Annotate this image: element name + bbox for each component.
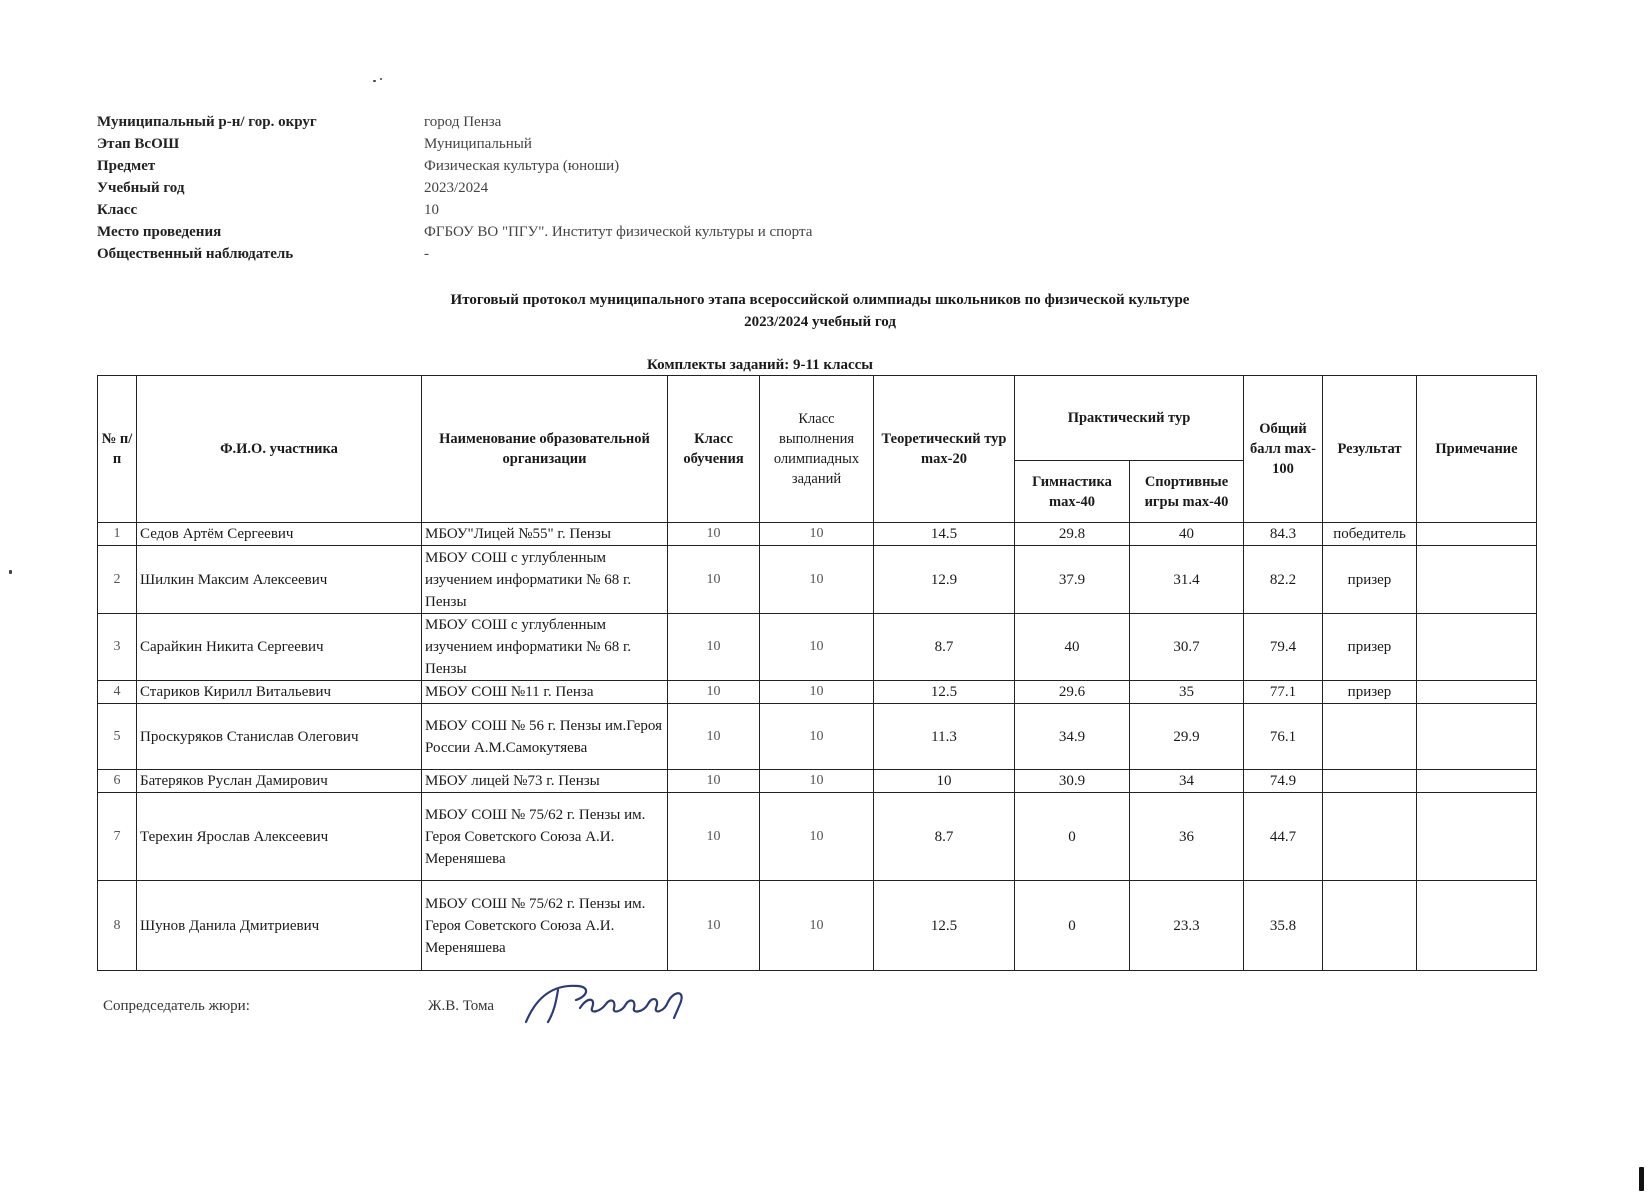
meta-list <box>97 114 812 268</box>
col-org-header: Наименование образовательной организации <box>422 376 668 523</box>
cell-organization: МБОУ СОШ №11 г. Пенза <box>422 681 668 704</box>
cell-result <box>1323 770 1417 793</box>
cell-theory-score: 11.3 <box>874 704 1015 770</box>
meta-row <box>97 158 812 180</box>
table-row <box>98 881 1537 971</box>
table-row <box>98 793 1537 881</box>
cell-theory-score: 8.7 <box>874 614 1015 681</box>
table-row <box>98 546 1537 614</box>
cell-result <box>1323 793 1417 881</box>
jury-chair-label: Сопредседатель жюри: <box>103 998 250 1014</box>
cell-games-score: 40 <box>1130 523 1244 546</box>
cell-note <box>1417 523 1537 546</box>
cell-games-score: 23.3 <box>1130 881 1244 971</box>
cell-games-score: 30.7 <box>1130 614 1244 681</box>
cell-gym-score: 29.8 <box>1015 523 1130 546</box>
cell-games-score: 36 <box>1130 793 1244 881</box>
cell-total-score: 82.2 <box>1244 546 1323 614</box>
cell-organization: МБОУ лицей №73 г. Пензы <box>422 770 668 793</box>
col-note-header: Примечание <box>1417 376 1537 523</box>
cell-num: 5 <box>98 704 137 770</box>
handwritten-signature <box>518 978 718 1028</box>
table-row <box>98 614 1537 681</box>
meta-row <box>97 180 812 202</box>
cell-grade: 10 <box>668 523 760 546</box>
cell-num: 7 <box>98 793 137 881</box>
cell-grade-exec: 10 <box>760 881 874 971</box>
col-practice-header: Практический тур <box>1015 376 1244 461</box>
document-meta <box>97 114 812 268</box>
cell-total-score: 84.3 <box>1244 523 1323 546</box>
meta-row <box>97 202 812 224</box>
cell-theory-score: 12.5 <box>874 881 1015 971</box>
cell-participant-name: Шунов Данила Дмитриевич <box>137 881 422 971</box>
cell-note <box>1417 793 1537 881</box>
col-games-header: Спортивные игры max-40 <box>1130 461 1244 523</box>
cell-result <box>1323 881 1417 971</box>
meta-value: Физическая культура (юноши) <box>424 158 620 174</box>
cell-gym-score: 29.6 <box>1015 681 1130 704</box>
meta-label: Учебный год <box>97 180 185 196</box>
cell-result: призер <box>1323 681 1417 704</box>
cell-note <box>1417 546 1537 614</box>
meta-label: Место проведения <box>97 224 222 240</box>
cell-grade-exec: 10 <box>760 681 874 704</box>
cell-games-score: 35 <box>1130 681 1244 704</box>
cell-num: 4 <box>98 681 137 704</box>
cell-participant-name: Сарайкин Никита Сергеевич <box>137 614 422 681</box>
cell-games-score: 29.9 <box>1130 704 1244 770</box>
cell-grade: 10 <box>668 681 760 704</box>
meta-value: ФГБОУ ВО "ПГУ". Институт физической культуры и спорта <box>424 224 813 240</box>
col-grade-header: Класс обучения <box>668 376 760 523</box>
cell-participant-name: Шилкин Максим Алексеевич <box>137 546 422 614</box>
table-row <box>98 681 1537 704</box>
meta-label: Муниципальный р-н/ гор. округ <box>97 114 317 130</box>
cell-organization: МБОУ СОШ с углубленным изучением информатики № 68 г. Пензы <box>422 546 668 614</box>
document-title <box>0 289 1640 333</box>
cell-total-score: 74.9 <box>1244 770 1323 793</box>
results-table <box>97 375 1537 971</box>
cell-note <box>1417 681 1537 704</box>
cell-organization: МБОУ СОШ № 56 г. Пензы им.Героя России А.М.Самокутяева <box>422 704 668 770</box>
cell-grade: 10 <box>668 704 760 770</box>
cell-total-score: 79.4 <box>1244 614 1323 681</box>
cell-theory-score: 14.5 <box>874 523 1015 546</box>
cell-grade: 10 <box>668 770 760 793</box>
title-line-2: 2023/2024 учебный год <box>744 314 896 330</box>
cell-num: 8 <box>98 881 137 971</box>
cell-participant-name: Стариков Кирилл Витальевич <box>137 681 422 704</box>
meta-label: Предмет <box>97 158 156 174</box>
meta-row <box>97 224 812 246</box>
col-total-header: Общий балл max-100 <box>1244 376 1323 523</box>
cell-gym-score: 37.9 <box>1015 546 1130 614</box>
cell-grade-exec: 10 <box>760 614 874 681</box>
meta-label: Этап ВсОШ <box>97 136 180 152</box>
table-row <box>98 770 1537 793</box>
cell-num: 3 <box>98 614 137 681</box>
cell-participant-name: Терехин Ярослав Алексеевич <box>137 793 422 881</box>
cell-grade: 10 <box>668 546 760 614</box>
cell-total-score: 44.7 <box>1244 793 1323 881</box>
meta-row <box>97 246 812 268</box>
cell-theory-score: 12.5 <box>874 681 1015 704</box>
cell-grade-exec: 10 <box>760 523 874 546</box>
cell-grade-exec: 10 <box>760 704 874 770</box>
cell-organization: МБОУ"Лицей №55" г. Пензы <box>422 523 668 546</box>
cell-participant-name: Проскуряков Станислав Олегович <box>137 704 422 770</box>
col-gym-header: Гимнастика max-40 <box>1015 461 1130 523</box>
table-row <box>98 523 1537 546</box>
cell-note <box>1417 704 1537 770</box>
task-kit-label: Комплекты заданий: 9-11 классы <box>646 357 874 373</box>
scan-speck <box>373 80 376 82</box>
cell-organization: МБОУ СОШ № 75/62 г. Пензы им. Героя Советского Союза А.И. Мереняшева <box>422 793 668 881</box>
cell-total-score: 76.1 <box>1244 704 1323 770</box>
cell-note <box>1417 881 1537 971</box>
cell-gym-score: 0 <box>1015 881 1130 971</box>
cell-participant-name: Батеряков Руслан Дамирович <box>137 770 422 793</box>
cell-note <box>1417 770 1537 793</box>
cell-grade: 10 <box>668 614 760 681</box>
cell-grade-exec: 10 <box>760 793 874 881</box>
scan-speck <box>9 570 12 574</box>
scan-speck <box>380 78 382 80</box>
cell-theory-score: 10 <box>874 770 1015 793</box>
meta-label: Класс <box>97 202 138 218</box>
cell-games-score: 34 <box>1130 770 1244 793</box>
scan-edge-mark <box>1639 1167 1644 1191</box>
cell-gym-score: 34.9 <box>1015 704 1130 770</box>
col-num-header: № п/п <box>98 376 137 523</box>
col-grade-exec-header: Класс выполнения олимпиадных заданий <box>760 376 874 523</box>
cell-participant-name: Седов Артём Сергеевич <box>137 523 422 546</box>
cell-gym-score: 30.9 <box>1015 770 1130 793</box>
cell-theory-score: 8.7 <box>874 793 1015 881</box>
cell-gym-score: 0 <box>1015 793 1130 881</box>
meta-row <box>97 114 812 136</box>
cell-games-score: 31.4 <box>1130 546 1244 614</box>
cell-num: 2 <box>98 546 137 614</box>
cell-result: призер <box>1323 546 1417 614</box>
cell-total-score: 77.1 <box>1244 681 1323 704</box>
cell-total-score: 35.8 <box>1244 881 1323 971</box>
cell-num: 1 <box>98 523 137 546</box>
jury-chair-name: Ж.В. Тома <box>428 998 494 1014</box>
cell-organization: МБОУ СОШ с углубленным изучением информатики № 68 г. Пензы <box>422 614 668 681</box>
cell-gym-score: 40 <box>1015 614 1130 681</box>
table-row <box>98 704 1537 770</box>
meta-value: город Пенза <box>424 114 502 130</box>
cell-result: победитель <box>1323 523 1417 546</box>
cell-organization: МБОУ СОШ № 75/62 г. Пензы им. Героя Советского Союза А.И. Мереняшева <box>422 881 668 971</box>
col-result-header: Результат <box>1323 376 1417 523</box>
cell-grade-exec: 10 <box>760 770 874 793</box>
cell-grade-exec: 10 <box>760 546 874 614</box>
cell-note <box>1417 614 1537 681</box>
cell-result <box>1323 704 1417 770</box>
meta-value: 10 <box>424 202 439 218</box>
cell-result: призер <box>1323 614 1417 681</box>
cell-theory-score: 12.9 <box>874 546 1015 614</box>
col-theory-header: Теоретический тур max-20 <box>874 376 1015 523</box>
meta-value: Муниципальный <box>424 136 532 152</box>
meta-label: Общественный наблюдатель <box>97 246 294 262</box>
col-name-header: Ф.И.О. участника <box>137 376 422 523</box>
meta-value: 2023/2024 <box>424 180 489 196</box>
cell-grade: 10 <box>668 793 760 881</box>
results-body <box>98 523 1537 971</box>
cell-grade: 10 <box>668 881 760 971</box>
cell-num: 6 <box>98 770 137 793</box>
meta-value: - <box>424 246 429 262</box>
title-line-1: Итоговый протокол муниципального этапа всероссийской олимпиады школьников по физической культуре <box>450 292 1190 308</box>
meta-row <box>97 136 812 158</box>
